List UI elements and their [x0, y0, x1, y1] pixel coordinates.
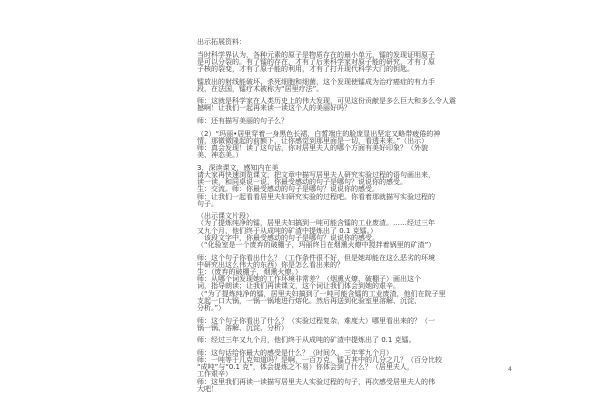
- text-line: 子核的裂变，才有了原子能的利用，才有了打开现代科学大门的钥匙。: [197, 64, 414, 73]
- text-line: 师：经过三年又九个月，他们终于从成吨的矿渣中提炼出了 0.1 克镭。: [197, 336, 416, 345]
- text-line: 3．深读课文，感知内在美: [197, 163, 279, 172]
- text-block: [197, 131, 487, 160]
- text-line: （“为了提炼纯净的镭，居里夫妇搞到了一吨可能含镭的工业废渣，他们在院子里: [197, 289, 446, 298]
- text-line: 撼啊！让我们一起再来读一读这个人的美丽好吗？: [197, 104, 351, 113]
- text-line: 情，那微微隆起的前额下，让你感觉到那里面是一切，看透未来。”（出示）: [197, 136, 429, 145]
- text-line: 段，在法国，镭疗术被称为“居里疗法”。: [197, 84, 324, 93]
- text-line: 句子。: [197, 199, 218, 208]
- text-line: 读一读，和同桌说一说，你最受感动的句子是哪句？说说你的感受。: [197, 178, 407, 187]
- text-line: 当时科学界认为，各种元素的原子是物质存在的最小单元，镭的发现证明原子: [197, 50, 435, 59]
- text-block: [197, 79, 487, 93]
- text-line: 支起一口大锅，一锅一锅地进行熔化。然后再送到化验室里溶解、沉淀、: [197, 296, 421, 305]
- text-line: 分析。”）: [197, 303, 226, 312]
- text-line: 师：从哪个词发现她的工作环境非常差？（烟熏火燎、破棚子）画出这个: [197, 275, 421, 284]
- text-block: [197, 52, 487, 74]
- text-line: 师：这就是科学家在人类历史上的伟大发现，可见这份贡献是多么巨大和多么令人震: [197, 97, 456, 106]
- text-block: [197, 318, 487, 332]
- text-block: [197, 255, 487, 313]
- text-line: 又九个月，他们终于从成吨的矿渣中提炼出了 0.1 克镭。）: [197, 226, 378, 235]
- text-line: 该段文字中，你最受感动的句子是哪句？说说你的感受。: [197, 233, 379, 242]
- text-line: 生：交流。师：你最受感动的句子是哪句？说说你的感受。: [197, 185, 379, 194]
- text-line: 出示拓展资料：: [197, 38, 246, 46]
- text-line: 师：真会发现！读了这句话，你对居里夫人的哪个方面有美好印象？（外貌: [197, 144, 428, 153]
- text-block: [197, 337, 487, 344]
- text-line: （2）“玛丽•居里穿着一身黑色长裙，白皙端庄的脸庞显出坚定又略带疲倦的神: [197, 129, 441, 138]
- text-block: [197, 165, 487, 208]
- text-line: 中研究出这么伟大的东西）你是怎么看出来的？: [197, 260, 344, 269]
- text-line: 工作艰辛）: [197, 370, 232, 379]
- text-line: 词，指导朗读；让我们再读课文，这个词让我们体会到她的艰辛。: [197, 282, 400, 291]
- text-line: 美、神态美。）: [197, 151, 243, 160]
- text-block: [197, 213, 487, 249]
- text-line: 是可以分裂的。有了镭的存在，才有了后来科学家对原子能的研究，才有了原: [197, 57, 435, 66]
- text-line: （出示课文片段）: [197, 212, 253, 221]
- text-line: 师：这个句子你看出了什么？（实验过程复杂，难度大）哪里看出来的？（一: [197, 316, 435, 325]
- text-line: （“化验室是一个废弃的破棚子，玛丽终日在烟熏火燎中搅拌着锅里的矿渣”）: [197, 241, 436, 250]
- text-line: 锅一锅、溶解、沉淀、分析）: [197, 323, 288, 332]
- text-line: 师：还有描写美丽的句子么？: [197, 117, 288, 126]
- text-line: 镭放出的射线能破坏、杀死细胞和细菌，这个发现使镭成为治疗癌症的有力手: [197, 77, 435, 86]
- text-line: 师：这句话给你最大的感受是什么？（时间久，三年零九个月）: [197, 348, 393, 357]
- text-line: 师：这个句子你看出什么？（工作条件很不好，但是她却能在这么恶劣的环境: [197, 253, 435, 262]
- text-line: 师：一吨等于几克知道吗？是啊，一百万克，镭占其中的几分之几？（百分比较: [197, 356, 442, 365]
- text-line: （为了提炼纯净的镭，居里夫妇搞到一吨可能含镭的工业废渣。……经过三年: [197, 219, 435, 228]
- text-block: [197, 39, 487, 46]
- page-number: 4: [508, 366, 512, 373]
- text-line: 大吧！: [197, 384, 218, 393]
- text-line: 生：（废弃的破棚子，烟熏火燎。）: [197, 268, 302, 276]
- text-line: 师：这里我们再读一读描写居里夫人实验过程的句子，再次感受居里夫人的伟: [197, 377, 435, 386]
- text-block: [197, 98, 487, 112]
- document-body: [197, 39, 487, 398]
- text-block: [197, 118, 487, 125]
- text-line: 师：让我们一起看看居里夫妇研究实验的过程吧。你看着那就描写实验过程的: [197, 192, 435, 201]
- text-line: “成吨”与“0.1 克”，体会提炼之不易）你体会到了什么？（居里夫人，: [197, 363, 414, 372]
- text-line: 请大家再快速浏览课文，把文章中描写居里夫人研究实验过程的语句画出来，: [197, 170, 435, 179]
- text-block: [197, 350, 487, 393]
